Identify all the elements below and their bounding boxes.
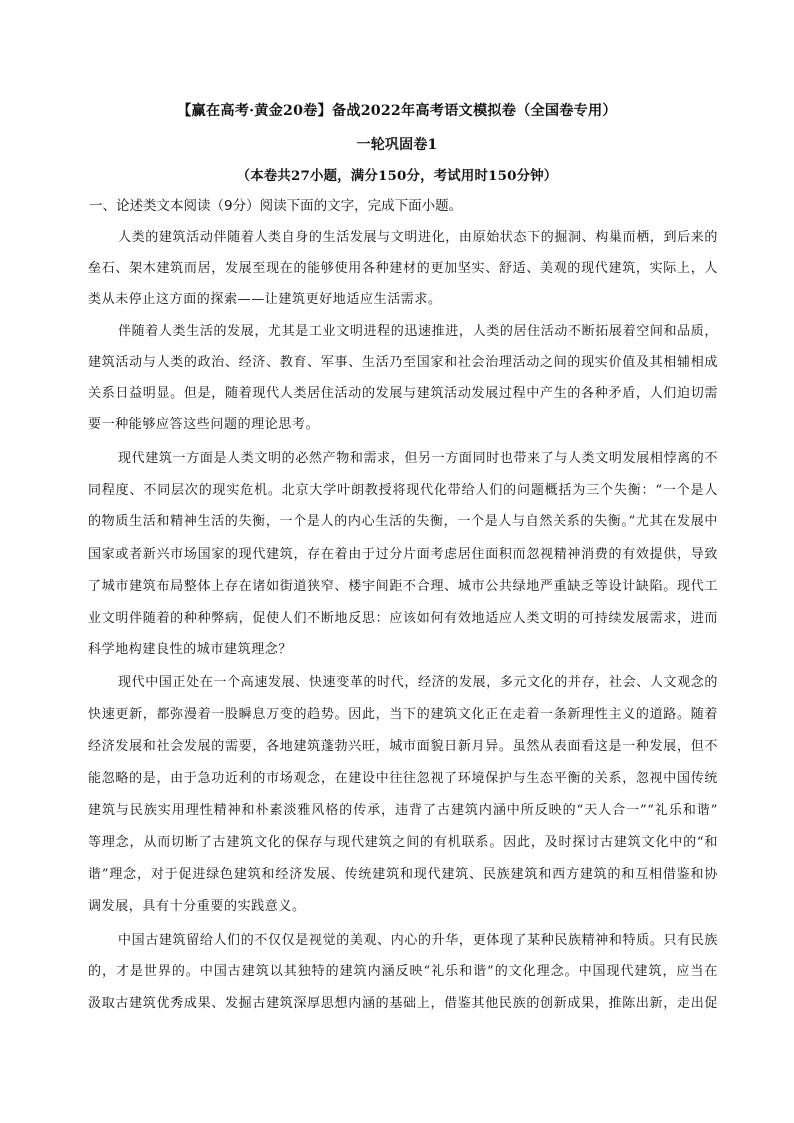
paragraph-line: 调发展，具有十分重要的实践意义。 <box>88 899 306 914</box>
document-subtitle: 一轮巩固卷1 <box>356 137 438 153</box>
paragraph-line: 现代建筑一方面是人类文明的必然产物和需求，但另一方面同时也带来了与人类文明发展相悖离的不 <box>118 451 718 466</box>
document-title: 【赢在高考·黄金20卷】备战2022年高考语文模拟卷（全国卷专用） <box>177 103 617 119</box>
paragraph-line: 等理念，从而切断了古建筑文化的保存与现代建筑之间的有机联系。因此，及时探讨古建筑文化中的“和 <box>88 835 718 850</box>
paragraph-line: 垒石、架木建筑而居，发展至现在的能够使用各种建材的更加坚实、舒适、美观的现代建筑，实际上，人 <box>88 261 718 276</box>
paragraph-line: 业文明伴随着的种种弊病，促使人们不断地反思：应该如何有效地适应人类文明的可持续发展需求，进而 <box>88 611 718 626</box>
paragraph-line: 要一种能够应答这些问题的理论思考。 <box>88 417 320 432</box>
paragraph-line: 国家或者新兴市场国家的现代建筑，存在着由于过分片面考虑居住面积而忽视精神消费的有效提供，导致 <box>88 547 718 562</box>
paragraph-line: 快速更新，都弥漫着一股瞬息万变的趋势。因此，当下的建筑文化正在走着一条新理性主义的道路。随着 <box>88 707 718 722</box>
paragraph-line: 中国古建筑留给人们的不仅仅是视觉的美观、内心的升华，更体现了某种民族精神和特质。只有民族 <box>118 933 718 948</box>
paragraph-line: 现代中国正处在一个高速发展、快速变革的时代，经济的发展，多元文化的并存，社会、人文观念的 <box>118 675 718 690</box>
paragraph-line: 的，才是世界的。中国古建筑以其独特的建筑内涵反映“礼乐和谐”的文化理念。中国现代建筑，应当在 <box>88 964 718 979</box>
paragraph-line: 伴随着人类生活的发展，尤其是工业文明进程的迅速推进，人类的居住活动不断拓展着空间和品质， <box>118 324 718 339</box>
paragraph-line: 了城市建筑布局整体上存在诸如街道狭窄、楼宇间距不合理、城市公共绿地严重缺乏等设计缺陷。现代工 <box>88 579 718 594</box>
paragraph-line: 经济发展和社会发展的需要，各地建筑蓬勃兴旺，城市面貌日新月异。虽然从表面看这是一种发展，但不 <box>88 739 718 754</box>
paragraph-line: 科学地构建良性的城市建筑理念？ <box>88 642 293 657</box>
paragraph-line: 谐”理念，对于促进绿色建筑和经济发展、传统建筑和现代建筑、民族建筑和西方建筑的和互相借鉴和协 <box>88 867 718 882</box>
paragraph-line: 类从未停止这方面的探索——让建筑更好地适应生活需求。 <box>88 292 442 307</box>
paragraph-line: 同程度、不同层次的现实危机。北京大学叶朗教授将现代化带给人们的问题概括为三个失衡：“一个是人 <box>88 483 718 498</box>
paragraph-line: 关系日益明显。但是，随着现代人类居住活动的发展与建筑活动发展过程中产生的各种矛盾，人们迫切需 <box>88 386 718 401</box>
paragraph-line: 建筑与民族实用理性精神和朴素淡雅风格的传承，违背了古建筑内涵中所反映的“天人合一”“礼乐和谐” <box>88 803 718 818</box>
paragraph-line: 能忽略的是，由于急功近利的市场观念，在建设中往往忽视了环境保护与生态平衡的关系，忽视中国传统 <box>88 771 718 786</box>
section-heading: 一、论述类文本阅读（9分）阅读下面的文字，完成下面小题。 <box>89 198 463 214</box>
paragraph-line: 建筑活动与人类的政治、经济、教育、军事、生活乃至国家和社会治理活动之间的现实价值及其相辅相成 <box>88 355 718 370</box>
paragraph-line: 汲取古建筑优秀成果、发掘古建筑深厚思想内涵的基础上，借鉴其他民族的创新成果，推陈出新，走出促 <box>88 996 718 1011</box>
exam-info: （本卷共27小题，满分150分，考试用时150分钟） <box>236 168 558 184</box>
paragraph-line: 人类的建筑活动伴随着人类自身的生活发展与文明进化，由原始状态下的掘洞、构巢而栖，到后来的 <box>118 230 718 245</box>
paragraph-line: 的物质生活和精神生活的失衡，一个是人的内心生活的失衡，一个是人与自然关系的失衡。”尤其在发展中 <box>88 514 718 529</box>
